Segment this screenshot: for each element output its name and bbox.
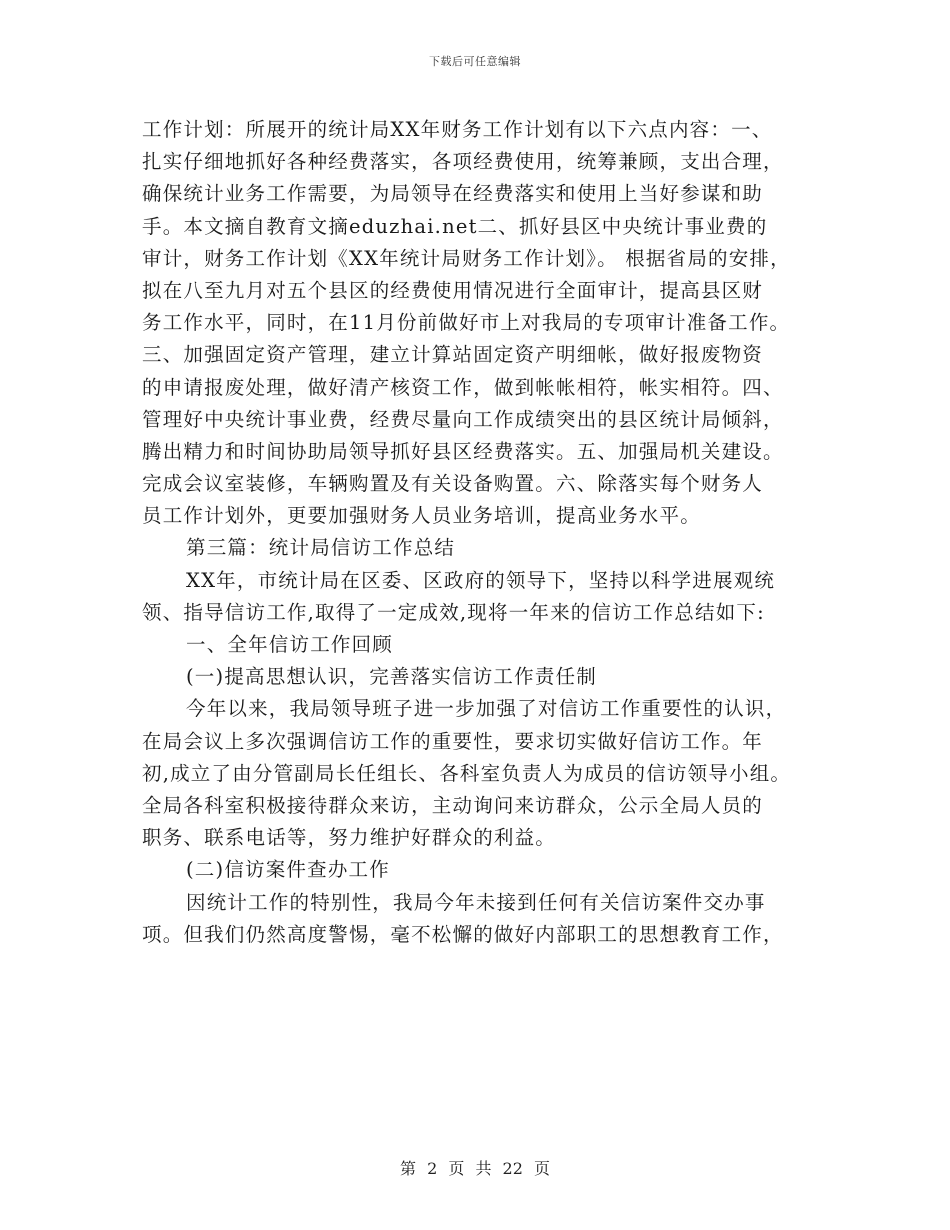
text-line: 确保统计业务工作需要，为局领导在经费落实和使用上当好参谋和助	[142, 182, 764, 206]
text-line: 工作计划：所展开的统计局XX年财务工作计划有以下六点内容：一、	[142, 118, 773, 141]
text-line: 项。但我们仍然高度警惕，毫不松懈的做好内部职工的思想教育工作，	[142, 922, 784, 946]
text-line: XX年，市统计局在区委、区政府的领导下，坚持以科学进展观统	[186, 568, 776, 592]
text-line: 手。本文摘自教育文摘eduzhai.net二、抓好县区中央统计事业费的	[142, 214, 768, 238]
text-line: 初,成立了由分管副局长任组长、各科室负责人为成员的信访领导小组。	[142, 761, 792, 785]
text-line: 职务、联系电话等，努力维护好群众的利益。	[142, 826, 557, 850]
text-line: (一)提高思想认识，完善落实信访工作责任制	[186, 665, 597, 689]
text-line: 审计，财务工作计划《XX年统计局财务工作计划》。 根据省局的安排，	[142, 246, 791, 270]
text-line: 全局各科室积极接待群众来访，主动询问来访群众，公示全局人员的	[142, 793, 764, 817]
text-line: 完成会议室装修，车辆购置及有关设备购置。六、除落实每个财务人	[142, 472, 764, 496]
text-line: 一、全年信访工作回顾	[186, 633, 394, 656]
text-line: 第三篇：统计局信访工作总结	[186, 536, 456, 560]
text-line: 腾出精力和时间协助局领导抓好县区经费落实。五、加强局机关建设。	[142, 439, 784, 463]
text-line: 今年以来，我局领导班子进一步加强了对信访工作重要性的认识，	[186, 697, 787, 721]
text-line: 拟在八至九月对五个县区的经费使用情况进行全面审计，提高县区财	[142, 278, 764, 302]
text-line: 三、加强固定资产管理，建立计算站固定资产明细帐，做好报废物资	[142, 343, 764, 367]
text-line: 领、指导信访工作,取得了一定成效,现将一年来的信访工作总结如下:	[142, 600, 765, 624]
page-footer: 第 2 页 共 22 页	[400, 1159, 550, 1178]
body-text	[142, 114, 822, 951]
text-line: 在局会议上多次强调信访工作的重要性，要求切实做好信访工作。年	[142, 729, 764, 753]
text-line: 因统计工作的特别性，我局今年未接到任何有关信访案件交办事	[186, 890, 766, 914]
text-line: 务工作水平，同时，在11月份前做好市上对我局的专项审计准备工作。	[142, 311, 791, 335]
page-header: 下载后可任意编辑	[429, 55, 521, 68]
text-line: 的申请报废处理，做好清产核资工作，做到帐帐相符，帐实相符。四、	[142, 375, 784, 399]
text-line: 扎实仔细地抓好各种经费落实，各项经费使用，统筹兼顾，支出合理，	[142, 150, 784, 174]
text-line: 员工作计划外，更要加强财务人员业务培训，提高业务水平。	[142, 504, 701, 528]
text-line: 管理好中央统计事业费，经费尽量向工作成绩突出的县区统计局倾斜，	[142, 407, 784, 431]
text-line: (二)信访案件查办工作	[186, 858, 390, 882]
